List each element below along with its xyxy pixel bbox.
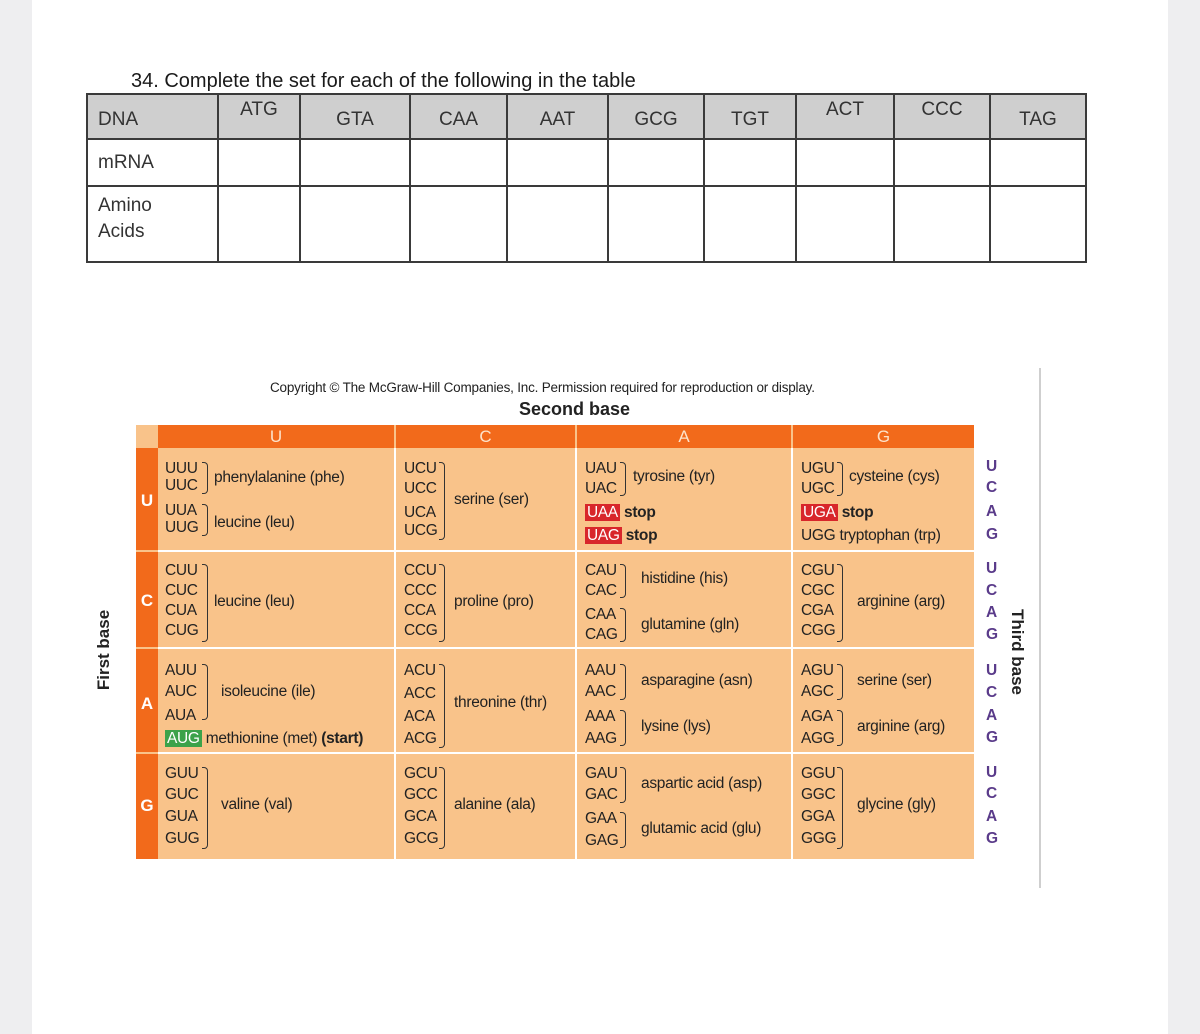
bracket xyxy=(439,767,445,849)
second-base-label: Second base xyxy=(519,399,631,419)
third-base-letter: A xyxy=(986,808,998,825)
codon-guu: GUU xyxy=(165,765,199,782)
stop-label: stop xyxy=(841,504,874,521)
first-base-label: First base xyxy=(94,609,113,691)
codon-aug: AUG xyxy=(167,730,200,747)
codon-agu: AGU xyxy=(801,662,834,679)
divider-line xyxy=(1039,368,1041,888)
codon-acu: ACU xyxy=(404,662,436,679)
codon-cca: CCA xyxy=(404,602,436,619)
mrna-row xyxy=(87,139,1086,186)
question-title: 34. Complete the set for each of the following in the table xyxy=(131,70,636,92)
first-base-u: U xyxy=(136,448,158,550)
bracket xyxy=(620,462,626,496)
codon-gca: GCA xyxy=(404,808,437,825)
codon-ggu: GGU xyxy=(801,765,836,782)
codon-agc: AGC xyxy=(801,683,834,700)
amino-acid-answer-cell[interactable] xyxy=(608,186,704,262)
amino-acid-answer-cell[interactable] xyxy=(990,186,1086,262)
amino-acid-label: tryptophan (trp) xyxy=(839,527,941,544)
dna-cell: ACT xyxy=(796,94,894,139)
codon-caa: CAA xyxy=(585,606,616,623)
codon-ccc: CCC xyxy=(404,582,437,599)
amino-acid-answer-cell[interactable] xyxy=(796,186,894,262)
codon-ugg: UGG xyxy=(801,527,836,544)
codon-agg: AGG xyxy=(801,730,835,747)
codon-uag: UAG xyxy=(587,527,620,544)
bracket xyxy=(837,564,843,642)
stop-codon-row xyxy=(585,528,657,544)
codon-ucu: UCU xyxy=(404,460,437,477)
third-base-letter: G xyxy=(986,626,999,643)
bracket xyxy=(620,767,626,803)
third-base-letter: C xyxy=(986,684,998,701)
codon-gaa: GAA xyxy=(585,810,617,827)
bracket xyxy=(620,812,626,848)
amino-acid-label: cysteine (cys) xyxy=(849,468,940,485)
codon-auc: AUC xyxy=(165,683,197,700)
bracket xyxy=(620,608,626,642)
answer-table xyxy=(86,93,1087,263)
third-base-letter: U xyxy=(986,560,998,577)
amino-acid-label: glutamic acid (glu) xyxy=(641,820,762,837)
stop-label: stop xyxy=(625,527,658,544)
bracket xyxy=(202,664,208,720)
amino-acid-label: leucine (leu) xyxy=(214,593,295,610)
codon-gua: GUA xyxy=(165,808,198,825)
mrna-answer-cell[interactable] xyxy=(410,139,507,186)
codon-uuc: UUC xyxy=(165,477,198,494)
third-base-letter: C xyxy=(986,479,998,496)
amino-acid-answer-cell[interactable] xyxy=(894,186,990,262)
amino-acid-label: glutamine (gln) xyxy=(641,616,740,633)
amino-acid-label: alanine (ala) xyxy=(454,796,536,813)
codon-cgg: CGG xyxy=(801,622,836,639)
first-base-g: G xyxy=(136,754,158,859)
amino-acid-answer-cell[interactable] xyxy=(507,186,608,262)
amino-acid-label: leucine (leu) xyxy=(214,514,295,531)
mrna-row-header: mRNA xyxy=(87,139,218,186)
bracket xyxy=(202,767,208,849)
mrna-answer-cell[interactable] xyxy=(894,139,990,186)
codon-uua: UUA xyxy=(165,502,197,519)
bracket xyxy=(837,710,843,746)
start-label: (start) xyxy=(321,730,364,747)
codon-ucc: UCC xyxy=(404,480,437,497)
dna-row xyxy=(87,94,1086,139)
codon-cga: CGA xyxy=(801,602,834,619)
mrna-answer-cell[interactable] xyxy=(608,139,704,186)
grid-line xyxy=(158,752,974,754)
third-base-letter: C xyxy=(986,785,998,802)
stop-codon-row xyxy=(585,505,656,521)
bracket xyxy=(837,767,843,849)
dna-cell: TGT xyxy=(704,94,796,139)
tryptophan-row xyxy=(801,528,941,544)
codon-cau: CAU xyxy=(585,562,617,579)
stop-codon-row xyxy=(801,505,873,521)
copyright-notice: Copyright © The McGraw-Hill Companies, Inc. Permission required for reproduction or display. xyxy=(270,380,815,395)
codon-cac: CAC xyxy=(585,582,617,599)
codon-uga: UGA xyxy=(803,504,836,521)
third-base-letter: U xyxy=(986,764,998,781)
amino-acid-answer-cell[interactable] xyxy=(218,186,300,262)
first-base-c: C xyxy=(136,552,158,647)
codon-uug: UUG xyxy=(165,519,199,536)
codon-gac: GAC xyxy=(585,786,618,803)
codon-uac: UAC xyxy=(585,480,617,497)
codon-gcg: GCG xyxy=(404,830,439,847)
start-codon-row xyxy=(165,731,363,747)
stop-label: stop xyxy=(624,504,656,521)
third-base-letter: C xyxy=(986,582,998,599)
dna-row-header: DNA xyxy=(87,94,218,139)
third-base-label: Third base xyxy=(1008,609,1027,695)
genetic-code-table xyxy=(136,425,974,859)
third-base-letter: G xyxy=(986,526,999,543)
amino-acid-label: lysine (lys) xyxy=(641,718,711,735)
grid-line xyxy=(158,550,974,552)
codon-cuc: CUC xyxy=(165,582,198,599)
bracket xyxy=(837,664,843,700)
grid-line xyxy=(158,647,974,649)
third-base-letter: G xyxy=(986,729,999,746)
codon-ucg: UCG xyxy=(404,522,438,539)
mrna-answer-cell[interactable] xyxy=(507,139,608,186)
codon-aaa: AAA xyxy=(585,708,616,725)
codon-ccu: CCU xyxy=(404,562,437,579)
codon-aau: AAU xyxy=(585,662,616,679)
bracket xyxy=(837,462,843,496)
amino-acid-answer-cell[interactable] xyxy=(300,186,410,262)
codon-gug: GUG xyxy=(165,830,200,847)
amino-acid-label: phenylalanine (phe) xyxy=(214,469,345,486)
amino-acid-label: proline (pro) xyxy=(454,593,534,610)
codon-cgc: CGC xyxy=(801,582,835,599)
codon-gcu: GCU xyxy=(404,765,438,782)
second-base-header-u: U xyxy=(158,425,394,448)
bracket xyxy=(620,664,626,700)
grid-line xyxy=(791,448,793,859)
codon-acc: ACC xyxy=(404,685,436,702)
dna-cell: AAT xyxy=(507,94,608,139)
amino-acid-label: serine (ser) xyxy=(857,672,932,689)
amino-acid-label: aspartic acid (asp) xyxy=(641,775,762,792)
third-base-letter: G xyxy=(986,830,999,847)
third-base-letter: A xyxy=(986,503,998,520)
second-base-header-g: G xyxy=(793,425,974,448)
codon-ccg: CCG xyxy=(404,622,438,639)
codon-aua: AUA xyxy=(165,707,196,724)
bracket xyxy=(202,462,208,494)
codon-aac: AAC xyxy=(585,683,616,700)
codon-gcc: GCC xyxy=(404,786,438,803)
mrna-answer-cell[interactable] xyxy=(796,139,894,186)
codon-uau: UAU xyxy=(585,460,617,477)
codon-ggc: GGC xyxy=(801,786,836,803)
grid-line xyxy=(394,448,396,859)
amino-acid-label: tyrosine (tyr) xyxy=(633,468,715,485)
grid-line xyxy=(575,448,577,859)
codon-ugu: UGU xyxy=(801,460,835,477)
amino-acid-label: histidine (his) xyxy=(641,570,728,587)
amino-acid-label: arginine (arg) xyxy=(857,718,945,735)
third-base-letter: A xyxy=(986,604,998,621)
amino-acid-label: valine (val) xyxy=(221,796,293,813)
mrna-answer-cell[interactable] xyxy=(990,139,1086,186)
bracket xyxy=(202,504,208,536)
bracket xyxy=(620,710,626,746)
second-base-header-c: C xyxy=(396,425,575,448)
codon-cgu: CGU xyxy=(801,562,835,579)
amino-acids-row xyxy=(87,186,1086,262)
second-base-header-a: A xyxy=(577,425,791,448)
third-base-letter: U xyxy=(986,662,998,679)
bracket xyxy=(439,462,445,540)
codon-uca: UCA xyxy=(404,504,436,521)
codon-uaa: UAA xyxy=(587,504,618,521)
dna-cell: ATG xyxy=(218,94,300,139)
bracket xyxy=(439,564,445,642)
amino-acids-row-header: Amino Acids xyxy=(87,186,218,262)
codon-aga: AGA xyxy=(801,708,833,725)
amino-acid-label: methionine (met) xyxy=(205,730,318,747)
bracket xyxy=(202,564,208,642)
codon-guc: GUC xyxy=(165,786,199,803)
amino-acid-label: asparagine (asn) xyxy=(641,672,753,689)
codon-gag: GAG xyxy=(585,832,619,849)
codon-auu: AUU xyxy=(165,662,197,679)
mrna-answer-cell[interactable] xyxy=(218,139,300,186)
third-base-letter: A xyxy=(986,707,998,724)
dna-cell: CAA xyxy=(410,94,507,139)
codon-gau: GAU xyxy=(585,765,618,782)
codon-gga: GGA xyxy=(801,808,835,825)
codon-aag: AAG xyxy=(585,730,617,747)
amino-acid-label: threonine (thr) xyxy=(454,694,547,711)
codon-cua: CUA xyxy=(165,602,197,619)
codon-aca: ACA xyxy=(404,708,435,725)
dna-cell: CCC xyxy=(894,94,990,139)
dna-cell: GTA xyxy=(300,94,410,139)
mrna-answer-cell[interactable] xyxy=(704,139,796,186)
codon-cuu: CUU xyxy=(165,562,198,579)
mrna-answer-cell[interactable] xyxy=(300,139,410,186)
codon-cug: CUG xyxy=(165,622,199,639)
bracket xyxy=(439,664,445,748)
codon-uuu: UUU xyxy=(165,460,198,477)
third-base-letter: U xyxy=(986,458,998,475)
codon-ggg: GGG xyxy=(801,830,837,847)
codon-ugc: UGC xyxy=(801,480,835,497)
amino-acid-answer-cell[interactable] xyxy=(704,186,796,262)
bracket xyxy=(620,564,626,598)
amino-acid-label: arginine (arg) xyxy=(857,593,945,610)
amino-acid-label: isoleucine (ile) xyxy=(221,683,316,700)
dna-cell: TAG xyxy=(990,94,1086,139)
codon-cag: CAG xyxy=(585,626,618,643)
dna-cell: GCG xyxy=(608,94,704,139)
amino-acid-answer-cell[interactable] xyxy=(410,186,507,262)
amino-acid-label: glycine (gly) xyxy=(857,796,936,813)
amino-acid-label: serine (ser) xyxy=(454,491,529,508)
first-base-a: A xyxy=(136,649,158,752)
codon-acg: ACG xyxy=(404,730,437,747)
